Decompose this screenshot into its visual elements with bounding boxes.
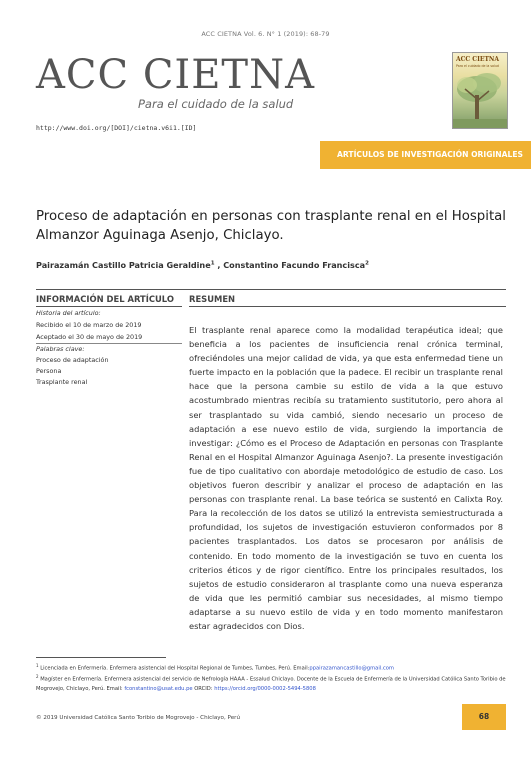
history-rule xyxy=(36,343,182,344)
received-date: Recibido el 10 de marzo de 2019 xyxy=(36,321,142,329)
doi-link[interactable]: http://www.doi.org/[DOI]/cietna.v6i1.[ID] xyxy=(36,124,197,132)
cover-title: ACC CIETNA xyxy=(456,56,500,63)
copyright-notice: © 2019 Universidad Católica Santo Toribio de Mogrovejo - Chiclayo, Perú xyxy=(36,715,240,721)
journal-name: ACC CIETNA xyxy=(36,52,315,98)
journal-cover-image xyxy=(452,52,508,129)
info-heading-rule xyxy=(36,306,182,307)
keywords-label: Palabras clave: xyxy=(36,345,85,353)
footnotes xyxy=(36,662,506,693)
cover-subtitle: Para el cuidado de la salud xyxy=(456,64,499,68)
footnote-text: Magíster en Enfermería. Enfermera asistencial del servicio de Nefrología HAAA - Essalud Chiclayo. Docente de la Escuela de Enfermería de la Universidad Católica Santo Toribio de Mogrovejo, Chiclayo, Perú. Email: xyxy=(36,677,506,692)
footnote-mark: 1 xyxy=(36,663,39,668)
abstract-heading: RESUMEN xyxy=(189,294,236,304)
keyword-item: Proceso de adaptación xyxy=(36,356,109,364)
article-info-heading: INFORMACIÓN DEL ARTÍCULO xyxy=(36,294,174,304)
keyword-item: Persona xyxy=(36,367,62,375)
journal-reference: ACC CIETNA Vol. 6. N° 1 (2019): 68-79 xyxy=(201,30,330,38)
paper-title: Proceso de adaptación en personas con trasplante renal en el Hospital Almanzor Aguinaga Asenjo, Chiclayo. xyxy=(36,209,507,243)
abstract-text: El trasplante renal aparece como la modalidad terapéutica ideal; que beneficia a los pacientes de insuficiencia renal crónica terminal, ofreciéndoles una mejor calidad de vida, ya que esta enfermedad tiene un fuerte impacto en la población que la padece. El recibir un trasplante renal hace que la persona cambie su estilo de vida a la que estuvo acostumbrado mientras recibía su tratamiento sustitutorio, pero ahora al ser trasplantado su vida cambió, siendo necesario un proceso de adaptación a ese nuevo estilo de vida, surgiendo la importancia de investigar: ¿Cómo es el Proceso de Adaptación en personas con Trasplante Renal en el Hospital Almanzor Aguinaga Asenjo?. La presente investigación fue de tipo cualitativo con abordaje metodológico de estudio de caso. Los objetivos fueron describir y analizar el proceso de adaptación en las personas con trasplante renal. La base teórica se sustentó en Calixta Roy. Para la recolección de los datos se utilizó la entrevista semiestructurada a profundidad, los sujetos de investigación estuvieron conformados por 8 pacientes trasplantados. Los datos se procesaron por análisis de contenido. En todo momento de la investigación se tuvo en cuenta los criterios éticos y de rigor científico. Entre los principales resultados, los sujetos de estudio consideraron al trasplante como una nueva esperanza de vida que les permitió cambiar sus necesidades, al mismo tiempo adaptarse a su nuevo estilo de vida y en todo momento manifestaron estar agradecidos con Dios. xyxy=(189,325,503,631)
history-label: Historia del artículo: xyxy=(36,309,101,317)
accepted-date: Aceptado el 30 de mayo de 2019 xyxy=(36,333,143,341)
footnote-text: Licenciada en Enfermería. Enfermera asistencial del Hospital Regional de Tumbes, Tumbes, Perú. Email: xyxy=(40,665,310,672)
email-link[interactable]: fconstantino@usat.edu.pe xyxy=(124,685,193,692)
orcid-link[interactable]: https://orcid.org/0000-0002-5494-5808 xyxy=(214,685,316,692)
cover-tree-illustration xyxy=(453,69,507,128)
footnote-rule xyxy=(36,657,166,658)
section-banner-label: ARTÍCULOS DE INVESTIGACIÓN ORIGINALES xyxy=(337,150,523,159)
author-name: Pairazamán Castillo Patricia Geraldine xyxy=(36,260,211,270)
page-number: 68 xyxy=(478,712,490,721)
footnote-1 xyxy=(36,662,506,673)
author-separator: , xyxy=(214,260,224,270)
author-affiliation-mark: 1 xyxy=(210,260,215,267)
author-name: Constantino Facundo Francisca xyxy=(223,260,366,270)
keyword-item: Trasplante renal xyxy=(36,378,88,386)
footnote-2 xyxy=(36,673,506,693)
email-link[interactable]: ppairazamancastillo@gmail.com xyxy=(309,665,394,672)
author-list xyxy=(36,260,369,270)
abstract-heading-rule xyxy=(189,306,506,307)
journal-tagline: Para el cuidado de la salud xyxy=(138,97,294,111)
section-top-rule xyxy=(36,289,506,290)
author-affiliation-mark: 2 xyxy=(365,260,369,267)
footnote-mark: 2 xyxy=(36,674,39,680)
orcid-label: ORCID: xyxy=(192,685,215,692)
